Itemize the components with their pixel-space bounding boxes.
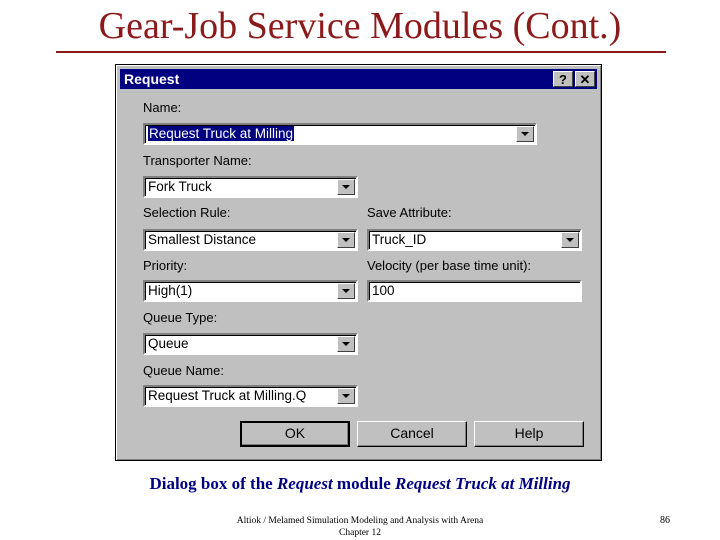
slide-title: Gear-Job Service Modules (Cont.) [98, 5, 622, 47]
priority-value: High(1) [148, 283, 193, 298]
name-label: Name: [143, 100, 182, 115]
selection-dropdown-arrow-icon[interactable] [337, 232, 355, 248]
caption-module: Request [276, 474, 333, 493]
velocity-value: 100 [372, 283, 395, 298]
cancel-button[interactable]: Cancel [357, 421, 467, 447]
queue-type-combo[interactable] [143, 333, 358, 355]
save-attribute-label: Save Attribute: [367, 205, 452, 220]
footer [200, 515, 520, 539]
transporter-name-value: Fork Truck [148, 179, 212, 194]
save-attribute-value: Truck_ID [372, 232, 427, 247]
help-question-button[interactable]: ? [553, 71, 573, 87]
caption-part1: Dialog box of the [149, 474, 277, 493]
request-dialog [115, 64, 602, 461]
close-button[interactable]: ✕ [575, 71, 595, 87]
selection-rule-value: Smallest Distance [148, 232, 257, 247]
queue-type-value: Queue [148, 336, 189, 351]
queue-name-label: Queue Name: [143, 363, 224, 378]
footer-chapter: Chapter 12 [339, 528, 381, 538]
priority-label: Priority: [143, 258, 188, 273]
priority-combo[interactable] [143, 280, 358, 302]
name-value: Request Truck at Milling [149, 126, 294, 141]
footer-authors: Altiok / Melamed Simulation Modeling and Analysis with Arena [236, 516, 484, 526]
title-underline [56, 51, 666, 53]
help-button[interactable]: Help [474, 421, 584, 447]
selection-rule-combo[interactable] [143, 229, 358, 251]
priority-dropdown-arrow-icon[interactable] [337, 283, 355, 299]
queue-name-dropdown-arrow-icon[interactable] [337, 388, 355, 404]
figure-caption [0, 474, 720, 494]
page-number: 86 [660, 515, 670, 526]
dialog-title: Request [124, 71, 180, 87]
caption-part2: module [332, 474, 396, 493]
transporter-name-combo[interactable] [143, 176, 358, 198]
name-dropdown-arrow-icon[interactable] [516, 126, 534, 142]
save-attribute-combo[interactable] [367, 229, 582, 251]
name-combo[interactable] [143, 123, 537, 145]
caption-module-name: Request Truck at Milling [395, 474, 571, 493]
queue-name-combo[interactable] [143, 385, 358, 407]
selection-rule-label: Selection Rule: [143, 205, 231, 220]
velocity-label: Velocity (per base time unit): [367, 258, 532, 273]
velocity-input[interactable] [367, 280, 582, 302]
transporter-dropdown-arrow-icon[interactable] [337, 179, 355, 195]
queue-type-label: Queue Type: [143, 310, 218, 325]
queue-type-dropdown-arrow-icon[interactable] [337, 336, 355, 352]
save-attribute-dropdown-arrow-icon[interactable] [561, 232, 579, 248]
transporter-name-label: Transporter Name: [143, 153, 252, 168]
ok-button[interactable]: OK [240, 421, 350, 447]
queue-name-value: Request Truck at Milling.Q [148, 388, 307, 403]
dialog-title-bar [120, 69, 597, 89]
